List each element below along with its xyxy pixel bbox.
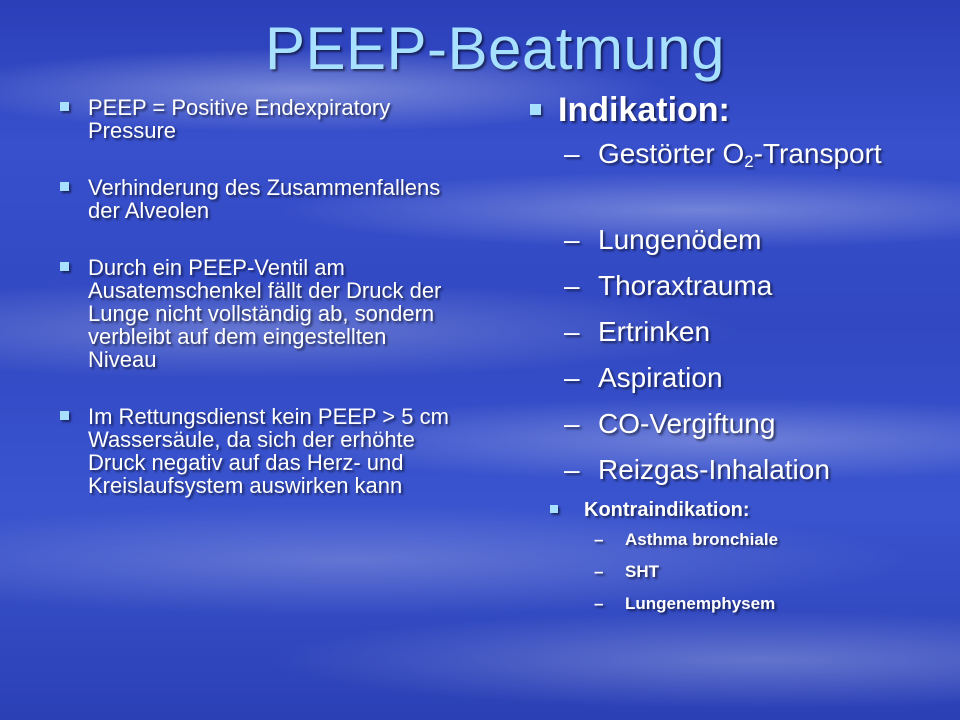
dash-icon: – — [564, 454, 580, 485]
kontraindikation-item: – Asthma bronchiale — [594, 530, 779, 549]
dash-icon: – — [564, 316, 580, 347]
square-bullet-icon — [60, 182, 69, 191]
indikation-item: – Thoraxtrauma — [564, 270, 773, 301]
slide-title: PEEP-Beatmung — [264, 15, 726, 82]
indikation-item: – Aspiration — [564, 362, 723, 393]
indikation-item: – Gestörter $O_2$-Transport — [564, 138, 882, 171]
square-bullet-icon — [550, 505, 558, 513]
square-bullet-icon — [60, 102, 69, 111]
left-bullet-text: Verhinderung des Zusammenfallens der Alveolen — [88, 175, 441, 223]
kontraindikation-heading-text: Kontraindikation: — [584, 499, 750, 521]
dash-icon: – — [594, 562, 604, 581]
kontraindikation-item: – SHT — [594, 562, 659, 581]
dash-icon: – — [564, 270, 580, 301]
kontraindikation-item: – Lungenemphysem — [594, 594, 776, 613]
indikation-item: – Reizgas-Inhalation — [564, 454, 830, 485]
dash-icon: – — [594, 594, 604, 613]
left-bullet-list — [58, 96, 458, 531]
indikation-heading — [528, 90, 948, 130]
dash-icon: – — [564, 138, 580, 169]
left-bullet-text: Durch ein PEEP-Ventil am Ausatemschenkel fällt der Druck der Lunge nicht vollständig ab, sondern verbleibt auf dem eingestellten Niveau — [88, 255, 442, 372]
left-bullet — [58, 256, 458, 371]
square-bullet-icon — [530, 104, 541, 115]
dash-icon: – — [564, 408, 580, 439]
square-bullet-icon — [60, 411, 69, 420]
kontraindikation-list — [546, 530, 778, 626]
indikation-list — [528, 138, 948, 500]
indikation-item: – CO-Vergiftung — [564, 408, 776, 439]
dash-icon: – — [564, 224, 580, 255]
square-bullet-icon — [60, 262, 69, 271]
left-bullet — [58, 176, 458, 222]
left-bullet-text: Im Rettungsdienst kein PEEP > 5 cm Wassersäule, da sich der erhöhte Druck negativ auf das Herz- und Kreislaufsystem auswirken kann — [88, 404, 449, 498]
indikation-item: – Lungenödem — [564, 224, 762, 255]
indikation-section — [528, 90, 948, 500]
dash-icon: – — [564, 362, 580, 393]
dash-icon: – — [594, 530, 604, 549]
left-bullet-text: PEEP = Positive Endexpiratory Pressure — [88, 95, 391, 143]
indikation-heading-text: Indikation: — [558, 91, 730, 129]
left-bullet — [58, 405, 458, 497]
kontraindikation-section — [546, 498, 778, 626]
left-bullet — [58, 96, 458, 142]
indikation-item: – Ertrinken — [564, 316, 711, 347]
kontraindikation-heading — [546, 498, 778, 522]
